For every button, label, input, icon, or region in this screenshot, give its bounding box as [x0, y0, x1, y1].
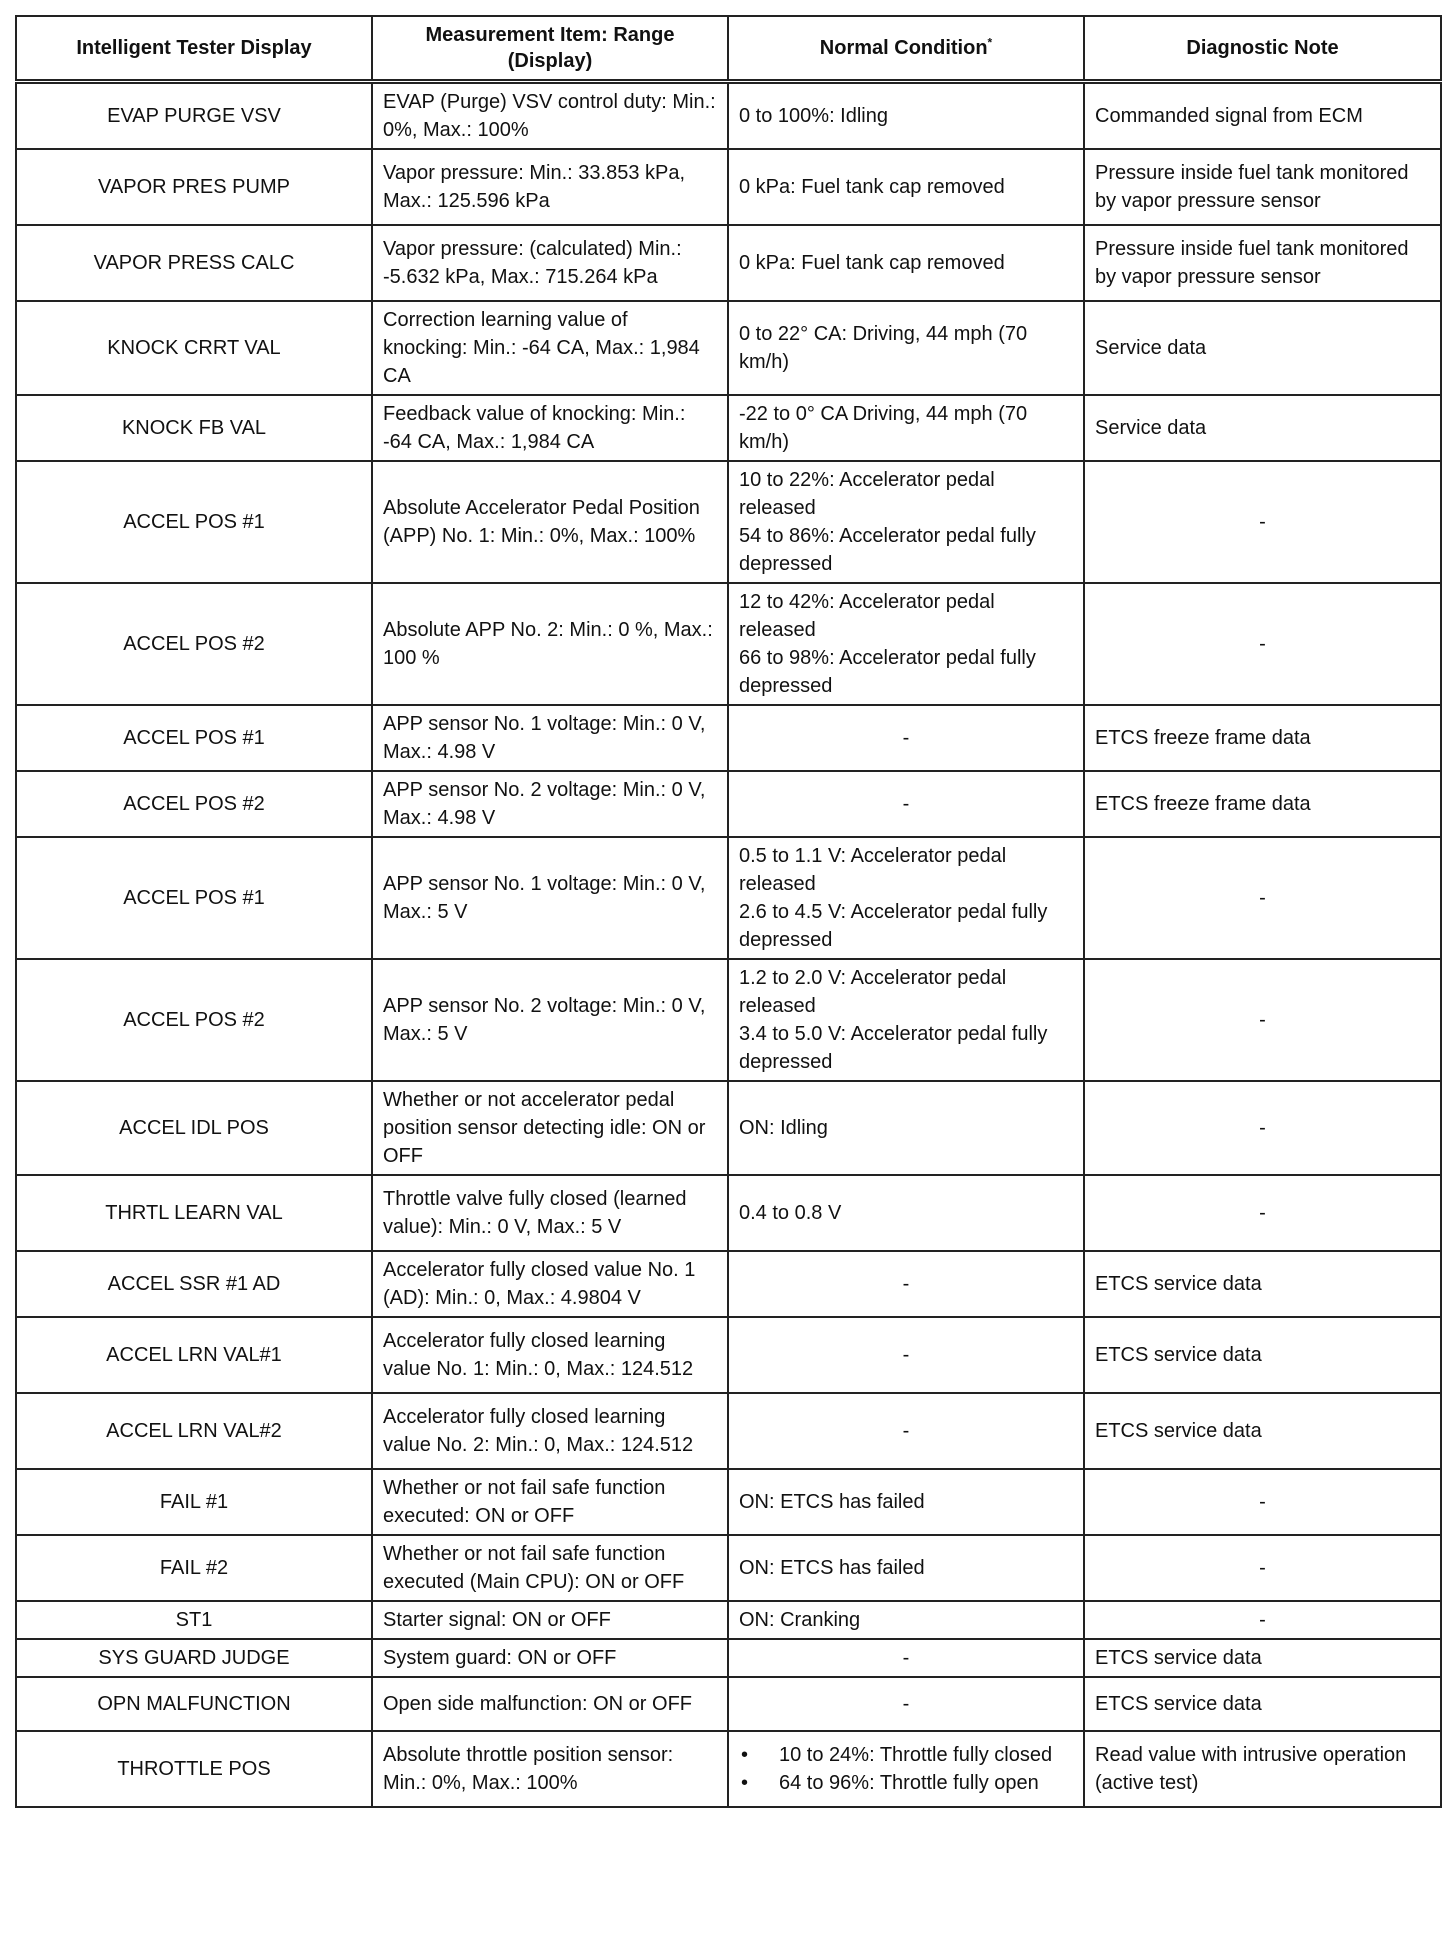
tester-display-cell: ACCEL POS #2: [16, 959, 372, 1081]
normal-condition-list: [739, 1741, 1073, 1797]
table-row: [16, 149, 1441, 225]
normal-condition-line: 0 kPa: Fuel tank cap removed: [739, 252, 1005, 274]
normal-condition-cell: [728, 1639, 1084, 1677]
tester-display-cell: ACCEL POS #1: [16, 837, 372, 959]
tester-display-cell: OPN MALFUNCTION: [16, 1677, 372, 1731]
normal-condition-line: 0 kPa: Fuel tank cap removed: [739, 176, 1005, 198]
measurement-range-cell: APP sensor No. 2 voltage: Min.: 0 V, Max.: 5 V: [372, 959, 728, 1081]
table-row: [16, 301, 1441, 395]
measurement-range-cell: Whether or not fail safe function executed (Main CPU): ON or OFF: [372, 1535, 728, 1601]
table-row: [16, 1175, 1441, 1251]
table-row: [16, 1251, 1441, 1317]
measurement-range-cell: APP sensor No. 1 voltage: Min.: 0 V, Max.: 5 V: [372, 837, 728, 959]
normal-condition-cell: [728, 705, 1084, 771]
tester-display-cell: ST1: [16, 1601, 372, 1639]
diagnostic-note-cell: ETCS service data: [1084, 1251, 1441, 1317]
normal-condition-cell: [728, 1317, 1084, 1393]
normal-condition-cell: [728, 461, 1084, 583]
table-row: [16, 1731, 1441, 1807]
normal-condition-line: 0 to 22° CA: Driving, 44 mph (70 km/h): [739, 323, 1028, 373]
diagnostic-note-cell: Service data: [1084, 301, 1441, 395]
normal-condition-line: ON: Cranking: [739, 1609, 861, 1631]
normal-condition-cell: [728, 1393, 1084, 1469]
normal-condition-line: -: [902, 1273, 910, 1295]
normal-condition-item: • 10 to 24%: Throttle fully closed: [739, 1741, 1073, 1769]
diagnostic-note-cell: -: [1084, 1175, 1441, 1251]
normal-condition-line: 1.2 to 2.0 V: Accelerator pedal released: [739, 967, 1007, 1017]
normal-condition-line: 3.4 to 5.0 V: Accelerator pedal fully depressed: [739, 1023, 1048, 1073]
tester-display-cell: ACCEL LRN VAL#1: [16, 1317, 372, 1393]
measurement-range-cell: Whether or not fail safe function executed: ON or OFF: [372, 1469, 728, 1535]
tester-display-cell: ACCEL POS #2: [16, 771, 372, 837]
normal-condition-line: -: [902, 1693, 910, 1715]
diagnostic-note-cell: -: [1084, 837, 1441, 959]
measurement-range-cell: Absolute Accelerator Pedal Position (APP) No. 1: Min.: 0%, Max.: 100%: [372, 461, 728, 583]
diagnostic-note-cell: -: [1084, 583, 1441, 705]
normal-condition-line: -22 to 0° CA Driving, 44 mph (70 km/h): [739, 403, 1028, 453]
normal-condition-line: ON: Idling: [739, 1117, 828, 1139]
tester-display-cell: FAIL #2: [16, 1535, 372, 1601]
normal-condition-line: 66 to 98%: Accelerator pedal fully depressed: [739, 647, 1036, 697]
normal-condition-line: 12 to 42%: Accelerator pedal released: [739, 591, 995, 641]
measurement-range-cell: Accelerator fully closed learning value No. 1: Min.: 0, Max.: 124.512: [372, 1317, 728, 1393]
table-row: [16, 771, 1441, 837]
diagnostic-note-cell: -: [1084, 1535, 1441, 1601]
table-row: [16, 395, 1441, 461]
normal-condition-line: 10 to 22%: Accelerator pedal released: [739, 469, 995, 519]
normal-condition-line: 0.5 to 1.1 V: Accelerator pedal released: [739, 845, 1007, 895]
data-list-table: [15, 15, 1442, 1808]
normal-condition-line: ON: ETCS has failed: [739, 1491, 925, 1513]
normal-condition-line: 0.4 to 0.8 V: [739, 1202, 842, 1224]
table-row: [16, 1535, 1441, 1601]
measurement-range-cell: Starter signal: ON or OFF: [372, 1601, 728, 1639]
table-row: [16, 1469, 1441, 1535]
data-list-page: [15, 15, 1440, 1808]
diagnostic-note-cell: -: [1084, 959, 1441, 1081]
normal-condition-line: ON: ETCS has failed: [739, 1557, 925, 1579]
measurement-range-cell: Vapor pressure: Min.: 33.853 kPa, Max.: 125.596 kPa: [372, 149, 728, 225]
header-diagnostic-note-label: Diagnostic Note: [1186, 37, 1339, 59]
table-row: [16, 225, 1441, 301]
normal-condition-line: 0 to 100%: Idling: [739, 105, 888, 127]
diagnostic-note-cell: Commanded signal from ECM: [1084, 82, 1441, 150]
table-row: [16, 461, 1441, 583]
measurement-range-cell: Whether or not accelerator pedal position sensor detecting idle: ON or OFF: [372, 1081, 728, 1175]
normal-condition-line: 2.6 to 4.5 V: Accelerator pedal fully depressed: [739, 901, 1048, 951]
measurement-range-cell: Vapor pressure: (calculated) Min.: -5.632 kPa, Max.: 715.264 kPa: [372, 225, 728, 301]
diagnostic-note-cell: -: [1084, 461, 1441, 583]
diagnostic-note-cell: Pressure inside fuel tank monitored by vapor pressure sensor: [1084, 225, 1441, 301]
tester-display-cell: EVAP PURGE VSV: [16, 82, 372, 150]
footnote-mark: *: [987, 35, 993, 50]
normal-condition-cell: [728, 583, 1084, 705]
header-measurement-item-label: Measurement Item: Range (Display): [425, 24, 675, 72]
diagnostic-note-cell: ETCS service data: [1084, 1317, 1441, 1393]
measurement-range-cell: APP sensor No. 1 voltage: Min.: 0 V, Max.: 4.98 V: [372, 705, 728, 771]
header-tester-display-label: Intelligent Tester Display: [76, 37, 312, 59]
normal-condition-cell: [728, 837, 1084, 959]
table-row: [16, 1639, 1441, 1677]
normal-condition-line: -: [902, 727, 910, 749]
table-row: [16, 837, 1441, 959]
normal-condition-cell: [728, 225, 1084, 301]
measurement-range-cell: Throttle valve fully closed (learned value): Min.: 0 V, Max.: 5 V: [372, 1175, 728, 1251]
tester-display-cell: ACCEL POS #2: [16, 583, 372, 705]
normal-condition-cell: [728, 1677, 1084, 1731]
measurement-range-cell: Accelerator fully closed learning value No. 2: Min.: 0, Max.: 124.512: [372, 1393, 728, 1469]
header-normal-condition: [728, 16, 1084, 82]
diagnostic-note-cell: Read value with intrusive operation (active test): [1084, 1731, 1441, 1807]
tester-display-cell: ACCEL IDL POS: [16, 1081, 372, 1175]
table-row: [16, 583, 1441, 705]
diagnostic-note-cell: Pressure inside fuel tank monitored by vapor pressure sensor: [1084, 149, 1441, 225]
tester-display-cell: ACCEL POS #1: [16, 705, 372, 771]
normal-condition-line: -: [902, 1647, 910, 1669]
table-body: [16, 82, 1441, 1808]
tester-display-cell: VAPOR PRESS CALC: [16, 225, 372, 301]
table-row: [16, 705, 1441, 771]
diagnostic-note-cell: -: [1084, 1081, 1441, 1175]
tester-display-cell: ACCEL POS #1: [16, 461, 372, 583]
table-row: [16, 1317, 1441, 1393]
normal-condition-cell: [728, 1175, 1084, 1251]
header-measurement-item: [372, 16, 728, 82]
normal-condition-line: -: [902, 793, 910, 815]
normal-condition-cell: [728, 395, 1084, 461]
tester-display-cell: SYS GUARD JUDGE: [16, 1639, 372, 1677]
normal-condition-cell: [728, 149, 1084, 225]
tester-display-cell: VAPOR PRES PUMP: [16, 149, 372, 225]
measurement-range-cell: EVAP (Purge) VSV control duty: Min.: 0%, Max.: 100%: [372, 82, 728, 150]
diagnostic-note-cell: -: [1084, 1601, 1441, 1639]
header-diagnostic-note: [1084, 16, 1441, 82]
table-row: [16, 1601, 1441, 1639]
diagnostic-note-cell: ETCS service data: [1084, 1393, 1441, 1469]
measurement-range-cell: System guard: ON or OFF: [372, 1639, 728, 1677]
diagnostic-note-cell: ETCS freeze frame data: [1084, 771, 1441, 837]
header-tester-display: [16, 16, 372, 82]
measurement-range-cell: Absolute throttle position sensor: Min.: 0%, Max.: 100%: [372, 1731, 728, 1807]
normal-condition-cell: [728, 82, 1084, 150]
measurement-range-cell: Open side malfunction: ON or OFF: [372, 1677, 728, 1731]
tester-display-cell: KNOCK CRRT VAL: [16, 301, 372, 395]
diagnostic-note-cell: Service data: [1084, 395, 1441, 461]
tester-display-cell: FAIL #1: [16, 1469, 372, 1535]
normal-condition-cell: [728, 1535, 1084, 1601]
tester-display-cell: THRTL LEARN VAL: [16, 1175, 372, 1251]
normal-condition-line: 54 to 86%: Accelerator pedal fully depressed: [739, 525, 1036, 575]
normal-condition-cell: [728, 771, 1084, 837]
header-normal-condition-label: Normal Condition: [819, 37, 988, 59]
normal-condition-item: • 64 to 96%: Throttle fully open: [739, 1769, 1073, 1797]
tester-display-cell: ACCEL LRN VAL#2: [16, 1393, 372, 1469]
normal-condition-cell: [728, 1081, 1084, 1175]
measurement-range-cell: Correction learning value of knocking: Min.: -64 CA, Max.: 1,984 CA: [372, 301, 728, 395]
normal-condition-cell: [728, 959, 1084, 1081]
normal-condition-cell: [728, 1469, 1084, 1535]
table-row: [16, 1677, 1441, 1731]
measurement-range-cell: Accelerator fully closed value No. 1 (AD): Min.: 0, Max.: 4.9804 V: [372, 1251, 728, 1317]
measurement-range-cell: Absolute APP No. 2: Min.: 0 %, Max.: 100 %: [372, 583, 728, 705]
diagnostic-note-cell: ETCS service data: [1084, 1677, 1441, 1731]
normal-condition-cell: [728, 1731, 1084, 1807]
normal-condition-line: -: [902, 1344, 910, 1366]
tester-display-cell: THROTTLE POS: [16, 1731, 372, 1807]
tester-display-cell: ACCEL SSR #1 AD: [16, 1251, 372, 1317]
normal-condition-cell: [728, 301, 1084, 395]
header-row: [16, 16, 1441, 82]
normal-condition-line: -: [902, 1420, 910, 1442]
diagnostic-note-cell: ETCS freeze frame data: [1084, 705, 1441, 771]
diagnostic-note-cell: ETCS service data: [1084, 1639, 1441, 1677]
normal-condition-cell: [728, 1251, 1084, 1317]
measurement-range-cell: Feedback value of knocking: Min.: -64 CA, Max.: 1,984 CA: [372, 395, 728, 461]
table-row: [16, 1081, 1441, 1175]
table-row: [16, 959, 1441, 1081]
diagnostic-note-cell: -: [1084, 1469, 1441, 1535]
table-row: [16, 82, 1441, 150]
tester-display-cell: KNOCK FB VAL: [16, 395, 372, 461]
normal-condition-cell: [728, 1601, 1084, 1639]
measurement-range-cell: APP sensor No. 2 voltage: Min.: 0 V, Max.: 4.98 V: [372, 771, 728, 837]
table-row: [16, 1393, 1441, 1469]
